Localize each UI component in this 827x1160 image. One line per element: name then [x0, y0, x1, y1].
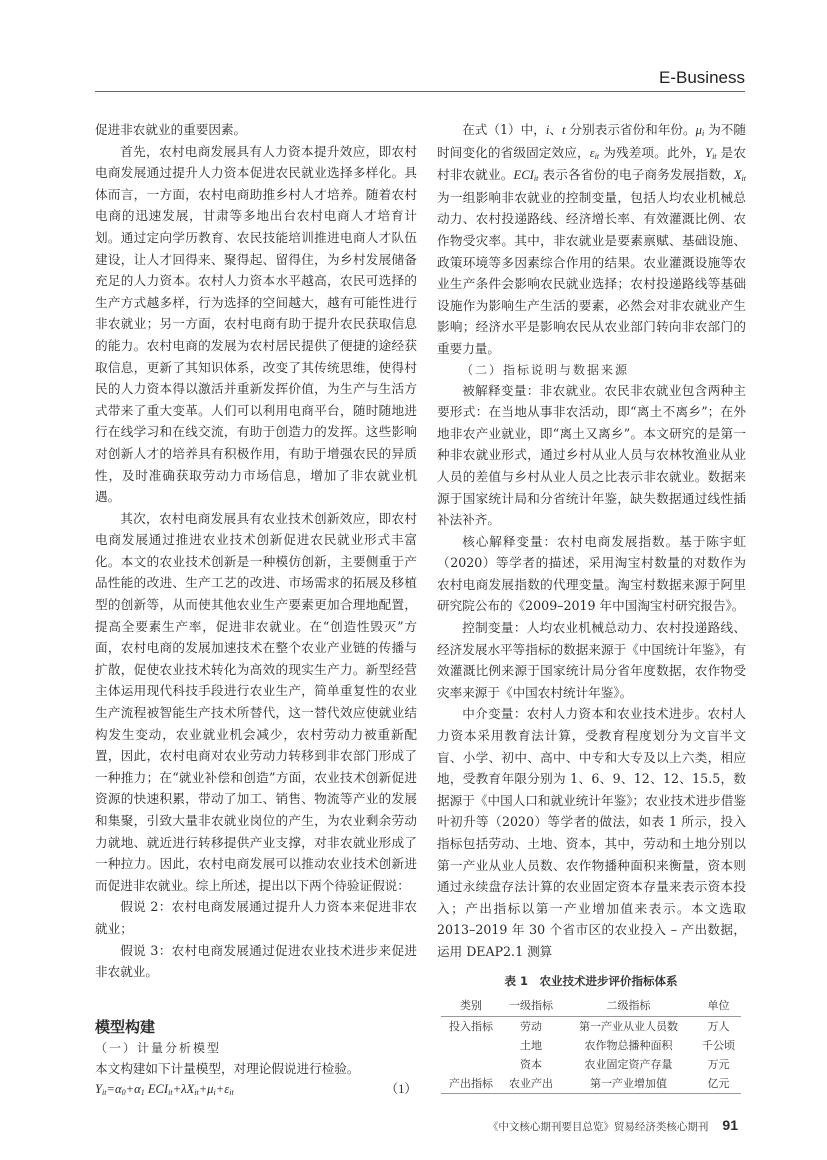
paragraph: 首先，农村电商发展具有人力资本提升效应，即农村电商发展通过提升人力资本促进农民就业选择多样化。具体而言，一方面，农村电商助推乡村人才培养。随着农村电商的迅速发展，甘肃等多地出台农村电商人才培育计划。通过定向学历教育、农民技能培训推进电商人才队伍建设，让人才回得来、聚得起、留得住，为乡村发展储备充足的人力资本。农村人力资本水平越高，农民可选择的生产方式越多样，行为选择的空间越大，越有可能性进行非农就业；另一方面，农村电商有助于提升农民获取信息的能力。农村电商的发展为农村居民提供了便捷的途经获取信息，更新了其知识体系，改变了其传统思维，使得村民的人力资本得以激活并重新发挥价值，为生产与生活方式带来了重大变革。人们可以利用电商平台，随时随地进行在线学习和在线交流，有助于创造力的发挥。这些影响对创新人才的培养具有积极作用，有助于增强农民的异质性，及时准确获取劳动力市场信息，增加了非农就业机遇。	[95, 143, 417, 505]
cell: 千公顷	[702, 1038, 735, 1052]
formula-part: i	[213, 1088, 216, 1098]
indicator-table	[441, 996, 741, 1094]
formula-part: +α	[125, 1082, 141, 1097]
paragraph-dependent-variable: 被解释变量：非农就业。农民非农就业包含两种主要形式：在当地从事非农活动，即“离土不离乡”；在外地非农产业就业，即“离土又离乡”。本文研究的是第一种非农就业形式，通过乡村从业人员与农林牧渔业从业人员的差值与乡村从业人员之比表示非农就业。数据来源于国家统计局和分省统计年鉴，缺失数据通过线性插补法补齐。	[437, 382, 746, 528]
left-paragraphs	[95, 119, 417, 983]
math-variable: t	[562, 123, 566, 137]
cell	[441, 1036, 501, 1055]
formula-equation	[95, 1079, 234, 1101]
math-variable: $X_{it}$	[733, 168, 746, 184]
formula-part: ECI	[144, 1082, 169, 1097]
formula-part: it	[102, 1088, 107, 1098]
page-number: 91	[722, 1116, 738, 1133]
formula-part: Y	[95, 1082, 103, 1097]
right-column	[437, 119, 746, 1136]
formula-part: +ε	[215, 1082, 230, 1097]
table-header-row	[441, 996, 741, 1017]
paragraph-mediating-variables: 中介变量：农村人力资本和农业技术进步。农村人力资本采用教育法计算，受教育程度划分为文盲半文盲、小学、初中、高中、中专和大专及以上六类，相应地，受教育年限分别为 1、6、9、12、12、15.5，数据源于《中国人口和就业统计年鉴》；农业技术进步借鉴叶初升等（2020）等学者的做法，如表 1 所示，投入指标包括劳动、土地、资本，其中，劳动和土地分别以第一产业从业人员数、农作物播种面积来衡量，资本则通过永续盘存法计算的农业固定资本存量来表示资本投入；产出指标以第一产业增加值来表示。本文选取 2013–2019 年 30 个省市区的农业投入 – 产出数据，运用 DEAP2.1 测算	[437, 706, 746, 959]
table-title: 表 1 农业技术进步评价指标体系	[504, 973, 678, 988]
math-variable: $\mu_i$	[695, 123, 705, 138]
paragraph-model-explanation: 在式（1）中，i、t 分别表示省份和年份。$\mu_i$ 为不随时间变化的省级固定效应，$\varepsilon_{it}$ 为残差项。此外，$Y_{it}$ 是农村非农就业。$ECI_{it}$ 表示各省份的电子商务发展指数，$X_{it}$ 为一组影响非农就业的控制变量，包括人均农业机械总动力、农村投递路线、经济增长率、有效灌溉比例、农作物受灾率。其中，非农就业是要素禀赋、基础设施、政策环境等多因素综合作用的结果。农业灌溉设施等农业生产条件会影响农民就业选择；农村投递路线等基础设施作为影响生产生活的要素，必然会对非农就业产生影响；经济水平是影响农民从农业部门转向非农部门的重要力量。	[437, 122, 746, 356]
subsection-title-2: （二）指标说明与数据来源	[461, 362, 630, 377]
formula	[95, 1079, 417, 1101]
cell: 劳动	[520, 1019, 542, 1033]
math-variable: $\varepsilon_{it}$	[589, 145, 600, 161]
running-title: E-Business	[659, 68, 745, 87]
paragraph-core-variable: 核心解释变量：农村电商发展指数。基于陈宇虹（2020）等学者的描述，采用淘宝村数量的对数作为农村电商发展指数的代理变量。淘宝村数据来源于阿里研究院公布的《2009–2019 年中国淘宝村研究报告》。	[437, 533, 746, 614]
formula-part: it	[194, 1088, 199, 1098]
formula-part: =α	[106, 1082, 122, 1097]
paragraph: 假说 3：农村电商发展通过促进农业技术进步来促进非农就业。	[95, 942, 417, 980]
paragraph: 假说 2：农村电商发展通过提升人力资本来促进非农就业；	[95, 899, 417, 936]
formula-part: 0	[121, 1088, 126, 1098]
cell: 万元	[707, 1057, 730, 1071]
table-row	[441, 1055, 741, 1074]
table-row	[441, 1016, 741, 1036]
header-level1: 一级指标	[509, 998, 553, 1012]
math-variable: $ECI_{it}$	[513, 168, 539, 184]
header-unit: 单位	[707, 998, 730, 1012]
formula-part: +μ	[198, 1082, 214, 1097]
cell	[441, 1055, 501, 1074]
cell: 农业产出	[509, 1076, 553, 1090]
table-row	[441, 1036, 741, 1055]
footer	[437, 1116, 746, 1136]
model-intro: 本文构建如下计量模型，对理论假说进行检验。	[95, 1060, 360, 1076]
formula-number: （1）	[385, 1082, 417, 1097]
table-row	[441, 1074, 741, 1094]
cell: 投入指标	[449, 1019, 493, 1033]
header-level2: 二级指标	[606, 998, 651, 1012]
cell: 资本	[520, 1057, 542, 1071]
formula-part: +λX	[172, 1082, 195, 1097]
left-column	[95, 119, 417, 1101]
cell: 土地	[520, 1038, 542, 1052]
header-category: 类别	[460, 998, 482, 1012]
table-1	[441, 973, 741, 1094]
cell: 产出指标	[449, 1076, 493, 1090]
paragraph: 其次，农村电商发展具有农业技术创新效应，即农村电商发展通过推进农业技术创新促进农民就业形式丰富化。本文的农业技术创新是一种模仿创新，主要侧重于产品性能的改进、生产工艺的改进、市场需求的拓展及移植型的创新等，从而使其他农业生产要素更加合理地配置，提高全要素生产率，促进非农就业。在“创造性毁灭”方面，农村电商的发展加速技术在整个农业产业链的传播与扩散，促使农业技术转化为高效的现实生产力。新型经营主体运用现代科技手段进行农业生产，简单重复性的农业生产流程被智能生产技术所替代，这一替代效应使就业结构发生变动，农业就业机会减少，农村劳动力被重新配置，因此，农村电商对农业劳动力转移到非农部门形成了一种推力；在“就业补偿和创造”方面，农业技术创新促进资源的快速积累，带动了加工、销售、物流等产业的发展和集聚，引致大量非农就业岗位的产生，为农业剩余劳动力就地、就近进行转移提供产业支撑，对非农就业形成了一种拉力。因此，农村电商发展可以推动农业技术创新进而促进非农就业。综上所述，提出以下两个待验证假说：	[95, 510, 417, 893]
math-variable: i	[545, 123, 550, 137]
header-rule	[95, 91, 745, 92]
formula-part: it	[168, 1088, 173, 1098]
cell: 农作物总播种面积	[584, 1038, 673, 1052]
cell: 亿元	[707, 1076, 730, 1090]
section-title: 模型构建	[95, 1017, 156, 1036]
cell: 万人	[707, 1019, 730, 1033]
subsection-title-1: （一）计量分析模型	[95, 1040, 222, 1055]
cell: 第一产业从业人员数	[579, 1019, 678, 1033]
paragraph: 促进非农就业的重要因素。	[95, 122, 247, 137]
paragraph-control-variables: 控制变量：人均农业机械总动力、农村投递路线、经济发展水平等指标的数据来源于《中国统计年鉴》，有效灌溉比例来源于国家统计局分省年度数据，农作物受灾率来源于《中国农村统计年鉴》。	[437, 620, 746, 700]
footer-journal-note: 《中文核心期刊要目总览》贸易经济类核心期刊	[487, 1120, 709, 1133]
cell: 农业固定资产存量	[584, 1057, 673, 1071]
cell: 第一产业增加值	[590, 1076, 667, 1090]
math-variable: $Y_{it}$	[705, 145, 717, 161]
formula-part: it	[229, 1088, 234, 1098]
formula-part: 1	[140, 1088, 145, 1098]
